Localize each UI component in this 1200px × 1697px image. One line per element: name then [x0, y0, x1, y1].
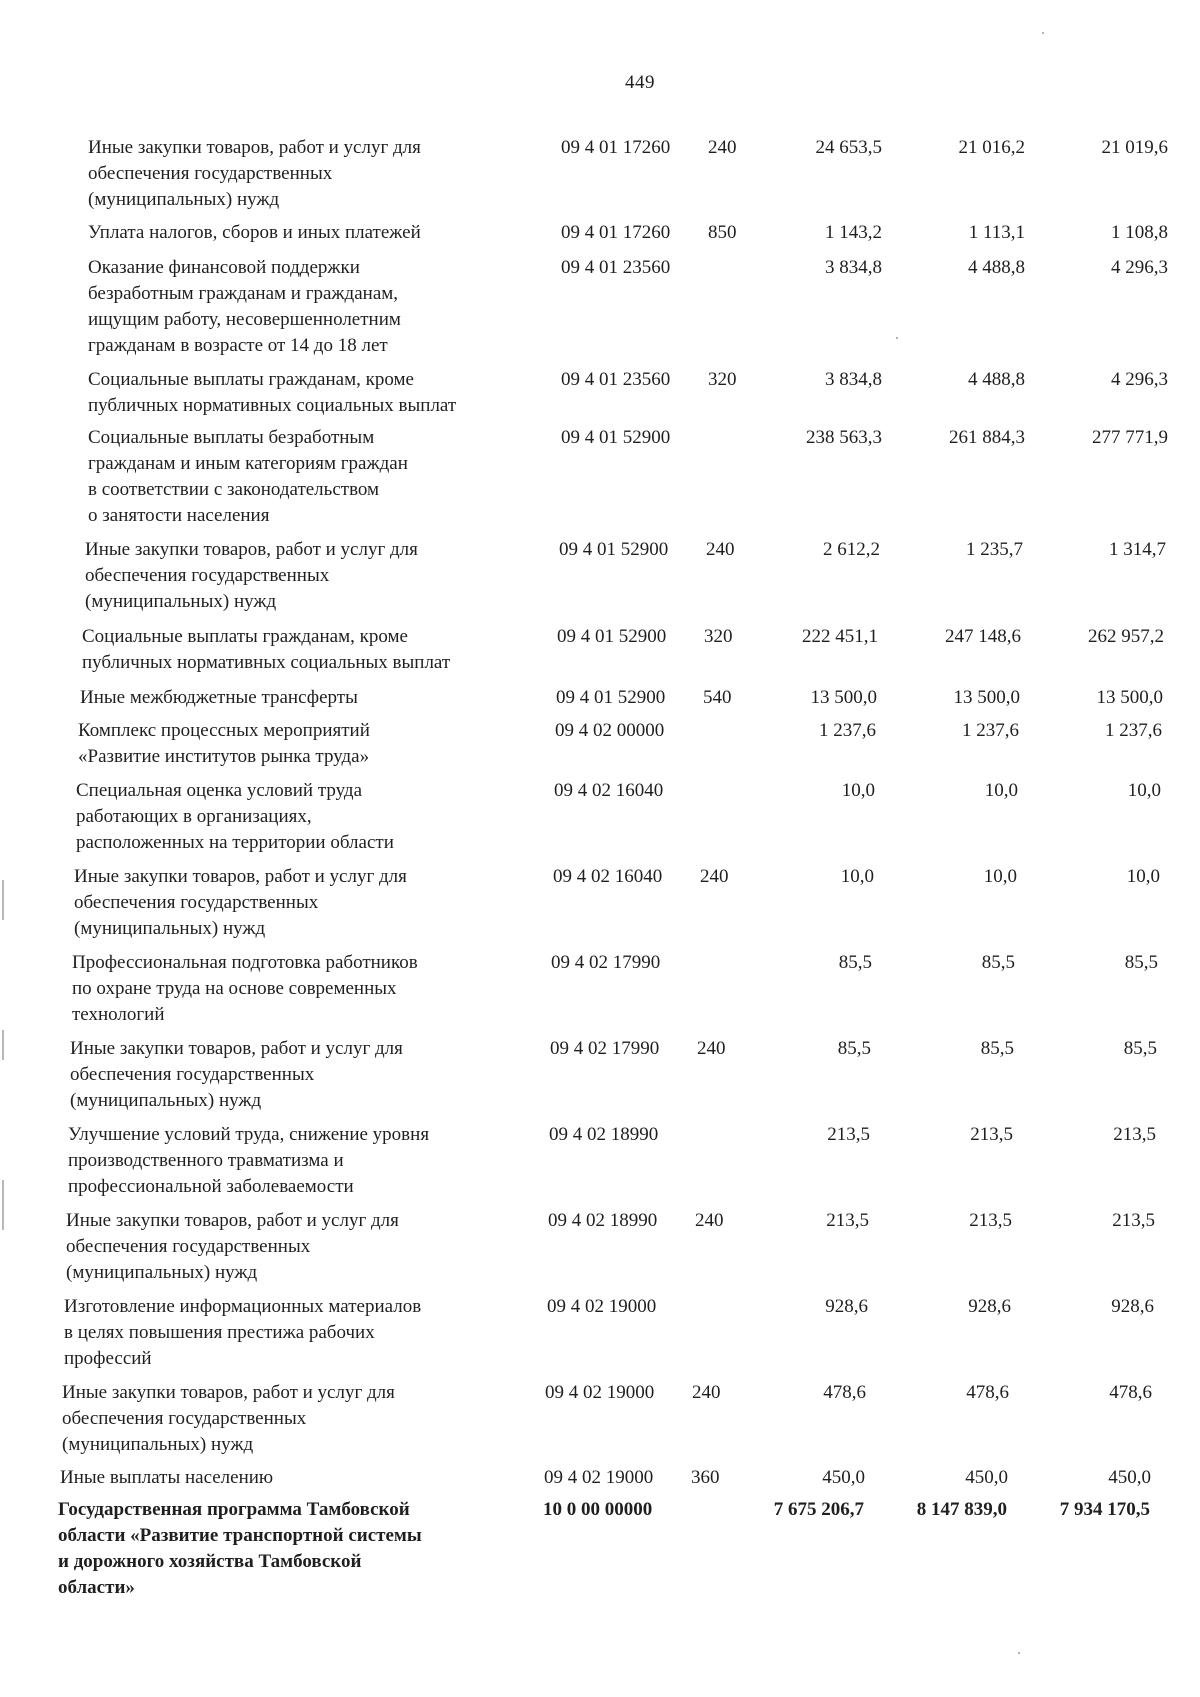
row-value-year2: 10,0: [983, 866, 1017, 887]
row-value-year1: 213,5: [826, 1210, 869, 1231]
page-number: 449: [625, 72, 655, 93]
row-expense-type: 540: [703, 687, 732, 708]
row-value-year3: 277 771,9: [1092, 427, 1168, 448]
row-value-year1: 222 451,1: [802, 626, 878, 647]
row-name: [78, 718, 523, 770]
row-expense-type: 240: [697, 1038, 726, 1059]
row-expense-type: 360: [691, 1467, 720, 1488]
row-name: [88, 135, 533, 213]
row-value-year2: 261 884,3: [949, 427, 1025, 448]
row-value-year2: 478,6: [966, 1382, 1009, 1403]
row-name-line: (муниципальных) нужд: [74, 918, 266, 939]
row-name: [64, 1294, 509, 1372]
row-name-line: Уплата налогов, сборов и иных платежей: [88, 222, 421, 243]
row-name-line: гражданам в возрасте от 14 до 18 лет: [88, 335, 388, 356]
row-value-year3: 450,0: [1108, 1467, 1151, 1488]
row-name-line: по охране труда на основе современных: [72, 978, 397, 999]
row-name-line: (муниципальных) нужд: [88, 189, 280, 210]
row-name-line: публичных нормативных социальных выплат: [88, 395, 457, 416]
row-value-year2: 85,5: [980, 1038, 1014, 1059]
row-code: 09 4 02 18990: [548, 1210, 658, 1231]
row-name-line: гражданам и иным категориям граждан: [88, 453, 408, 474]
row-name: [70, 1036, 515, 1114]
row-name-line: публичных нормативных социальных выплат: [82, 652, 451, 673]
row-name-line: Специальная оценка условий труда: [76, 780, 363, 801]
row-value-year3: 1 108,8: [1111, 222, 1168, 243]
row-expense-type: 240: [695, 1210, 724, 1231]
row-expense-type: 320: [704, 626, 733, 647]
row-value-year2: 1 113,1: [968, 222, 1025, 243]
row-value-year3: 4 296,3: [1111, 369, 1168, 390]
row-value-year2: 21 016,2: [958, 137, 1025, 158]
row-name-line: Социальные выплаты гражданам, кроме: [82, 626, 408, 647]
row-name-line: о занятости населения: [88, 505, 270, 526]
row-name-line: и дорожного хозяйства Тамбовской: [58, 1551, 362, 1572]
row-name-line: Социальные выплаты гражданам, кроме: [88, 369, 414, 390]
row-name-line: Изготовление информационных материалов: [64, 1296, 422, 1317]
row-value-year1: 2 612,2: [823, 539, 880, 560]
row-name-line: профессий: [64, 1348, 152, 1369]
row-value-year1: 928,6: [825, 1296, 868, 1317]
row-value-year3: 4 296,3: [1111, 257, 1168, 278]
row-code: 09 4 01 52900: [561, 427, 671, 448]
row-name-line: Социальные выплаты безработным: [88, 427, 375, 448]
row-name-line: Профессиональная подготовка работников: [72, 952, 418, 973]
row-name-line: Иные закупки товаров, работ и услуг для: [70, 1038, 403, 1059]
row-expense-type: 240: [692, 1382, 721, 1403]
row-name-line: Иные закупки товаров, работ и услуг для: [74, 866, 407, 887]
row-code: 09 4 02 19000: [547, 1296, 657, 1317]
row-name-line: (муниципальных) нужд: [85, 591, 277, 612]
row-code: 09 4 02 16040: [553, 866, 663, 887]
row-name-line: Иные закупки товаров, работ и услуг для: [66, 1210, 399, 1231]
row-name-line: Оказание финансовой поддержки: [88, 257, 360, 278]
row-value-year1: 1 237,6: [819, 720, 876, 741]
row-name: [88, 255, 533, 359]
row-name-line: области»: [58, 1577, 135, 1598]
row-value-year3: 1 314,7: [1109, 539, 1166, 560]
row-name-line: обеспечения государственных: [66, 1236, 311, 1257]
row-value-year2: 4 488,8: [968, 369, 1025, 390]
row-name-line: расположенных на территории области: [76, 832, 394, 853]
row-name-line: (муниципальных) нужд: [70, 1090, 262, 1111]
row-value-year1: 85,5: [838, 952, 872, 973]
row-code: 09 4 02 19000: [545, 1382, 655, 1403]
row-value-year2: 8 147 839,0: [916, 1499, 1007, 1520]
row-name-line: профессиональной заболеваемости: [68, 1176, 354, 1197]
row-name: [88, 367, 533, 419]
row-value-year2: 85,5: [981, 952, 1015, 973]
row-value-year3: 13 500,0: [1096, 687, 1163, 708]
row-code: 10 0 00 00000: [543, 1499, 653, 1520]
row-expense-type: 320: [708, 369, 737, 390]
row-name-line: ищущим работу, несовершеннолетним: [88, 309, 401, 330]
row-value-year2: 10,0: [984, 780, 1018, 801]
row-name-line: Иные выплаты населению: [60, 1467, 274, 1488]
row-value-year1: 1 143,2: [825, 222, 882, 243]
row-code: 09 4 01 52900: [556, 687, 666, 708]
row-value-year1: 13 500,0: [810, 687, 877, 708]
row-name-line: в целях повышения престижа рабочих: [64, 1322, 375, 1343]
row-value-year3: 85,5: [1124, 952, 1158, 973]
row-value-year1: 10,0: [841, 780, 875, 801]
row-name-line: (муниципальных) нужд: [62, 1434, 254, 1455]
row-name-line: технологий: [72, 1004, 165, 1025]
row-value-year1: 213,5: [827, 1124, 870, 1145]
row-value-year1: 24 653,5: [815, 137, 882, 158]
row-name: [88, 220, 533, 246]
row-name: [58, 1497, 508, 1601]
row-name-line: обеспечения государственных: [88, 163, 333, 184]
row-expense-type: 850: [708, 222, 737, 243]
scan-speck: [1018, 1652, 1020, 1654]
row-value-year2: 1 237,6: [962, 720, 1019, 741]
row-value-year3: 21 019,6: [1101, 137, 1168, 158]
row-name-line: обеспечения государственных: [62, 1408, 307, 1429]
row-value-year3: 10,0: [1127, 780, 1161, 801]
row-name-line: в соответствии с законодательством: [88, 479, 380, 500]
row-value-year2: 213,5: [969, 1210, 1012, 1231]
row-name: [85, 537, 530, 615]
row-value-year3: 7 934 170,5: [1059, 1499, 1150, 1520]
row-name: [72, 950, 517, 1028]
row-name: [60, 1465, 505, 1491]
row-value-year2: 213,5: [970, 1124, 1013, 1145]
scan-edge-mark: [2, 1030, 4, 1060]
row-value-year1: 85,5: [837, 1038, 871, 1059]
row-value-year1: 3 834,8: [825, 369, 882, 390]
row-expense-type: 240: [706, 539, 735, 560]
row-value-year3: 262 957,2: [1088, 626, 1164, 647]
row-code: 09 4 02 17990: [551, 952, 661, 973]
row-name-line: Иные закупки товаров, работ и услуг для: [85, 539, 418, 560]
row-name-line: Иные закупки товаров, работ и услуг для: [88, 137, 421, 158]
row-name-line: работающих в организациях,: [76, 806, 312, 827]
row-expense-type: 240: [708, 137, 737, 158]
row-code: 09 4 01 17260: [561, 222, 671, 243]
row-name: [80, 685, 525, 711]
scan-speck: [896, 337, 898, 339]
row-name: [66, 1208, 511, 1286]
row-name-line: области «Развитие транспортной системы: [58, 1525, 422, 1546]
row-value-year2: 928,6: [968, 1296, 1011, 1317]
row-value-year1: 10,0: [840, 866, 874, 887]
row-name: [82, 624, 527, 676]
row-value-year3: 928,6: [1111, 1296, 1154, 1317]
row-name: [76, 778, 521, 856]
row-name-line: Иные межбюджетные трансферты: [80, 687, 358, 708]
row-expense-type: 240: [700, 866, 729, 887]
row-code: 09 4 01 23560: [561, 257, 671, 278]
row-value-year2: 247 148,6: [945, 626, 1021, 647]
row-value-year3: 213,5: [1112, 1210, 1155, 1231]
row-code: 09 4 01 17260: [561, 137, 671, 158]
row-name-line: Комплекс процессных мероприятий: [78, 720, 370, 741]
row-code: 09 4 02 19000: [544, 1467, 654, 1488]
row-value-year3: 1 237,6: [1105, 720, 1162, 741]
row-value-year3: 213,5: [1113, 1124, 1156, 1145]
row-value-year1: 478,6: [823, 1382, 866, 1403]
row-value-year1: 238 563,3: [806, 427, 882, 448]
scan-speck: [1042, 32, 1044, 34]
scan-edge-mark: [2, 880, 4, 920]
row-name-line: (муниципальных) нужд: [66, 1262, 258, 1283]
row-value-year3: 85,5: [1123, 1038, 1157, 1059]
row-name-line: Иные закупки товаров, работ и услуг для: [62, 1382, 395, 1403]
row-name: [68, 1122, 513, 1200]
row-name-line: Улучшение условий труда, снижение уровня: [68, 1124, 430, 1145]
row-name-line: производственного травматизма и: [68, 1150, 344, 1171]
row-value-year3: 10,0: [1126, 866, 1160, 887]
row-name: [74, 864, 519, 942]
row-code: 09 4 02 17990: [550, 1038, 660, 1059]
row-value-year2: 4 488,8: [968, 257, 1025, 278]
row-value-year1: 3 834,8: [825, 257, 882, 278]
row-name-line: обеспечения государственных: [85, 565, 330, 586]
row-value-year1: 450,0: [822, 1467, 865, 1488]
row-name-line: Государственная программа Тамбовской: [58, 1499, 410, 1520]
row-name: [62, 1380, 507, 1458]
row-code: 09 4 02 00000: [555, 720, 665, 741]
row-value-year3: 478,6: [1109, 1382, 1152, 1403]
row-code: 09 4 02 16040: [554, 780, 664, 801]
row-name-line: безработным гражданам и гражданам,: [88, 283, 399, 304]
row-code: 09 4 01 52900: [557, 626, 667, 647]
row-value-year2: 1 235,7: [966, 539, 1023, 560]
row-value-year1: 7 675 206,7: [773, 1499, 864, 1520]
row-name: [88, 425, 533, 529]
row-code: 09 4 01 23560: [561, 369, 671, 390]
row-code: 09 4 01 52900: [559, 539, 669, 560]
row-value-year2: 13 500,0: [953, 687, 1020, 708]
scan-edge-mark: [2, 1180, 4, 1230]
row-name-line: обеспечения государственных: [70, 1064, 315, 1085]
row-name-line: обеспечения государственных: [74, 892, 319, 913]
row-name-line: «Развитие институтов рынка труда»: [78, 746, 370, 767]
row-value-year2: 450,0: [965, 1467, 1008, 1488]
row-code: 09 4 02 18990: [549, 1124, 659, 1145]
